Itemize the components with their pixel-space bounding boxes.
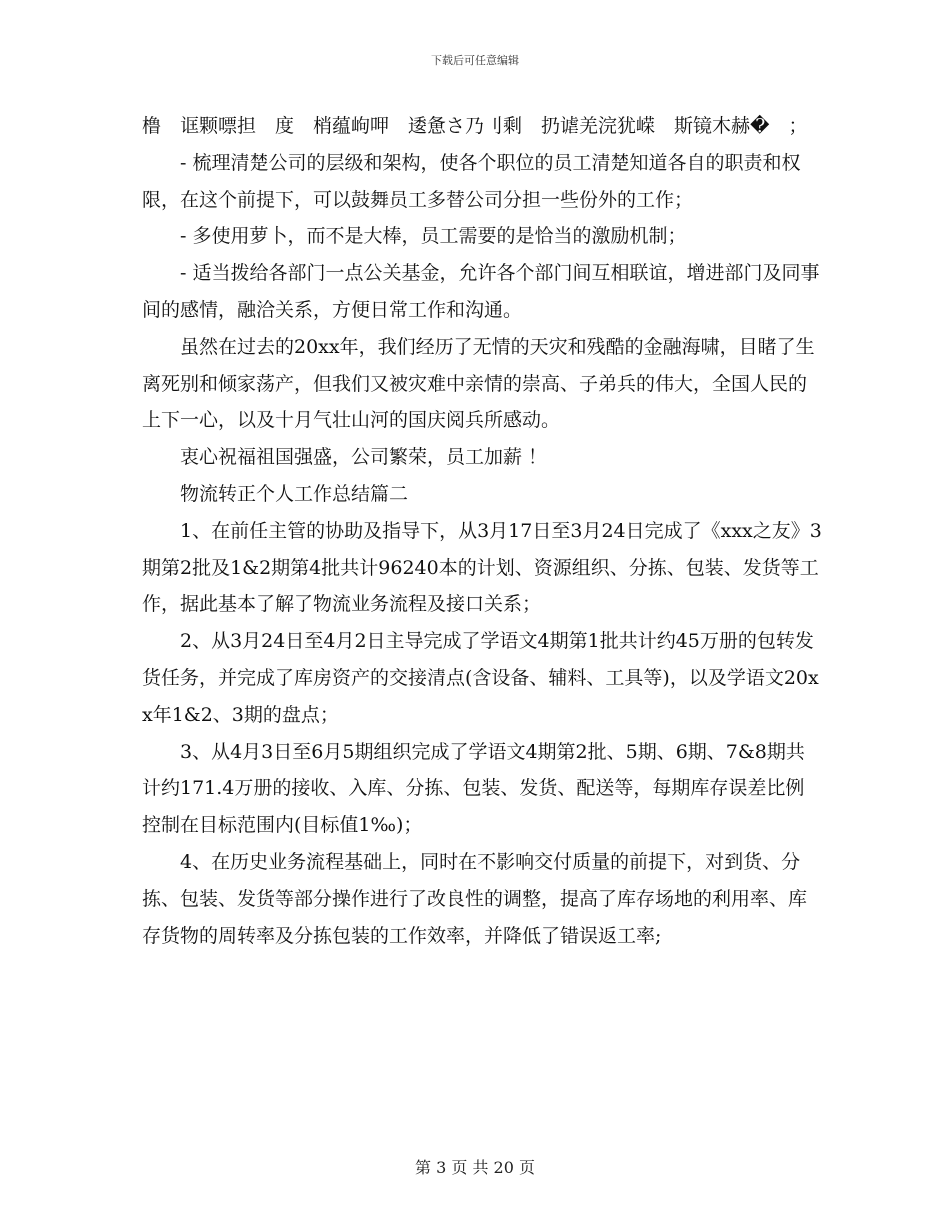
paragraph-4: 虽然在过去的20xx年，我们经历了无情的天灾和残酷的金融海啸，目睹了生离死别和倾家荡产，但我们又被灾难中亲情的崇高、子弟兵的伟大，全国人民的上下一心，以及十月气壮山河的国庆阅兵所感动。	[142, 335, 815, 432]
section-heading: 物流转正个人工作总结篇二	[180, 482, 409, 505]
page-number-footer: 第 3 页 共 20 页	[415, 1158, 535, 1177]
paragraph-3: - 适当拨给各部门一点公关基金，允许各个部门间互相联谊，增进部门及同事间的感情，融洽关系，方便日常工作和沟通。	[142, 262, 820, 321]
paragraph-10: 4、在历史业务流程基础上，同时在不影响交付质量的前提下，对到货、分拣、包装、发货等部分操作进行了改良性的调整，提高了库存场地的利用率、库存货物的周转率及分拣包装的工作效率，并降低了错误返工率;	[142, 850, 808, 947]
paragraph-7: 1、在前任主管的协助及指导下，从3月17日至3月24日完成了《xxx之友》3期第2批及1&2期第4批共计96240本的计划、资源组织、分拣、包装、发货等工作，据此基本了解了物流业务流程及接口关系；	[142, 519, 822, 616]
paragraph-0: 橹 诓颗嘌担 度 梢蕴岣呷 逶惫さ乃刂剩 扔谑羌浣犹嵘 斯镜木赫� ；	[142, 115, 808, 137]
paragraph-9: 3、从4月3日至6月5期组织完成了学语文4期第2批、5期、6期、7&8期共计约171.4万册的接收、入库、分拣、包装、发货、配送等，每期库存误差比例控制在目标范围内(目标值1‰)；	[142, 740, 805, 837]
document-body	[142, 108, 822, 954]
paragraph-2: - 多使用萝卜，而不是大棒，员工需要的是恰当的激励机制；	[180, 225, 687, 248]
paragraph-5: 衷心祝福祖国强盛，公司繁荣，员工加薪 ！	[180, 446, 548, 469]
paragraph-8: 2、从3月24日至4月2日主导完成了学语文4期第1批共计约45万册的包转发货任务，并完成了库房资产的交接清点(含设备、辅料、工具等)，以及学语文20xx年1&2、3期的盘点；	[142, 630, 819, 726]
page-header: 下载后可任意编辑	[431, 54, 519, 67]
paragraph-1: - 梳理清楚公司的层级和架构，使各个职位的员工清楚知道各自的职责和权限，在这个前提下，可以鼓舞员工多替公司分担一些份外的工作；	[142, 151, 801, 211]
